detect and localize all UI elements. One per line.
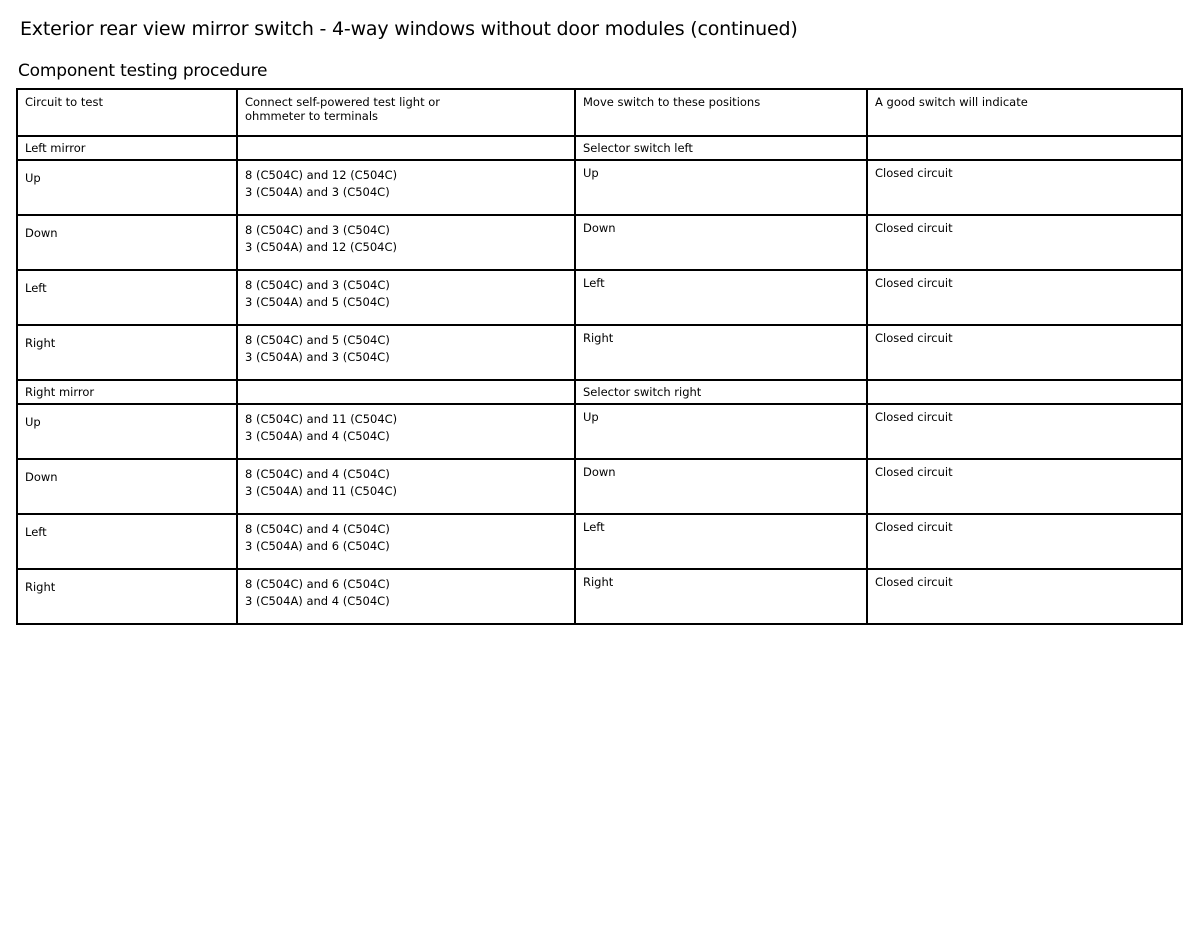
position-cell: Down	[575, 459, 867, 514]
table-row	[17, 325, 1182, 380]
header-circuit: Circuit to test	[17, 89, 237, 136]
terminal-line-2: 3 (C504A) and 5 (C504C)	[245, 295, 390, 309]
table-row	[17, 160, 1182, 215]
group-row-left-mirror	[17, 136, 1182, 160]
terminal-line-1: 8 (C504C) and 12 (C504C)	[245, 168, 398, 182]
circuit-cell: Left	[17, 270, 237, 325]
terminals-cell	[237, 459, 575, 514]
terminal-line-2: 3 (C504A) and 4 (C504C)	[245, 429, 390, 443]
group-positions: Selector switch left	[575, 136, 867, 160]
group-indication-empty	[867, 136, 1182, 160]
indication-cell: Closed circuit	[867, 569, 1182, 624]
position-cell: Left	[575, 270, 867, 325]
position-cell: Down	[575, 215, 867, 270]
group-circuit: Right mirror	[17, 380, 237, 404]
terminal-line-1: 8 (C504C) and 3 (C504C)	[245, 223, 390, 237]
terminal-line-2: 3 (C504A) and 11 (C504C)	[245, 484, 398, 498]
circuit-cell: Right	[17, 569, 237, 624]
terminals-cell	[237, 325, 575, 380]
table-row	[17, 215, 1182, 270]
circuit-cell: Down	[17, 459, 237, 514]
indication-cell: Closed circuit	[867, 325, 1182, 380]
group-terminals-empty	[237, 380, 575, 404]
group-row-right-mirror	[17, 380, 1182, 404]
terminal-line-2: 3 (C504A) and 4 (C504C)	[245, 594, 390, 608]
terminals-cell	[237, 404, 575, 459]
terminal-line-2: 3 (C504A) and 3 (C504C)	[245, 350, 390, 364]
section-title: Component testing procedure	[18, 61, 268, 81]
terminal-line-1: 8 (C504C) and 4 (C504C)	[245, 467, 390, 481]
terminals-cell	[237, 514, 575, 569]
group-terminals-empty	[237, 136, 575, 160]
table-header-row	[17, 89, 1182, 136]
table-row	[17, 569, 1182, 624]
header-terminals	[237, 89, 575, 136]
position-cell: Right	[575, 325, 867, 380]
circuit-cell: Up	[17, 404, 237, 459]
terminals-cell	[237, 569, 575, 624]
circuit-cell: Left	[17, 514, 237, 569]
header-indication: A good switch will indicate	[867, 89, 1182, 136]
component-testing-table	[16, 88, 1183, 625]
circuit-cell: Up	[17, 160, 237, 215]
header-positions: Move switch to these positions	[575, 89, 867, 136]
terminals-cell	[237, 270, 575, 325]
terminal-line-2: 3 (C504A) and 6 (C504C)	[245, 539, 390, 553]
indication-cell: Closed circuit	[867, 160, 1182, 215]
terminal-line-2: 3 (C504A) and 3 (C504C)	[245, 185, 390, 199]
position-cell: Right	[575, 569, 867, 624]
circuit-cell: Right	[17, 325, 237, 380]
group-indication-empty	[867, 380, 1182, 404]
position-cell: Left	[575, 514, 867, 569]
indication-cell: Closed circuit	[867, 404, 1182, 459]
terminal-line-1: 8 (C504C) and 4 (C504C)	[245, 522, 390, 536]
indication-cell: Closed circuit	[867, 270, 1182, 325]
indication-cell: Closed circuit	[867, 215, 1182, 270]
position-cell: Up	[575, 160, 867, 215]
terminal-line-1: 8 (C504C) and 5 (C504C)	[245, 333, 390, 347]
table-row	[17, 459, 1182, 514]
table-row	[17, 514, 1182, 569]
indication-cell: Closed circuit	[867, 514, 1182, 569]
terminal-line-1: 8 (C504C) and 11 (C504C)	[245, 412, 398, 426]
page-title: Exterior rear view mirror switch - 4-way windows without door modules (continued)	[20, 18, 798, 40]
indication-cell: Closed circuit	[867, 459, 1182, 514]
table-row	[17, 270, 1182, 325]
table-row	[17, 404, 1182, 459]
terminal-line-1: 8 (C504C) and 6 (C504C)	[245, 577, 390, 591]
terminals-cell	[237, 215, 575, 270]
position-cell: Up	[575, 404, 867, 459]
header-terminals-line-1: Connect self-powered test light or	[245, 95, 441, 109]
terminal-line-1: 8 (C504C) and 3 (C504C)	[245, 278, 390, 292]
terminals-cell	[237, 160, 575, 215]
group-circuit: Left mirror	[17, 136, 237, 160]
circuit-cell: Down	[17, 215, 237, 270]
group-positions: Selector switch right	[575, 380, 867, 404]
header-terminals-line-2: ohmmeter to terminals	[245, 109, 379, 123]
terminal-line-2: 3 (C504A) and 12 (C504C)	[245, 240, 398, 254]
